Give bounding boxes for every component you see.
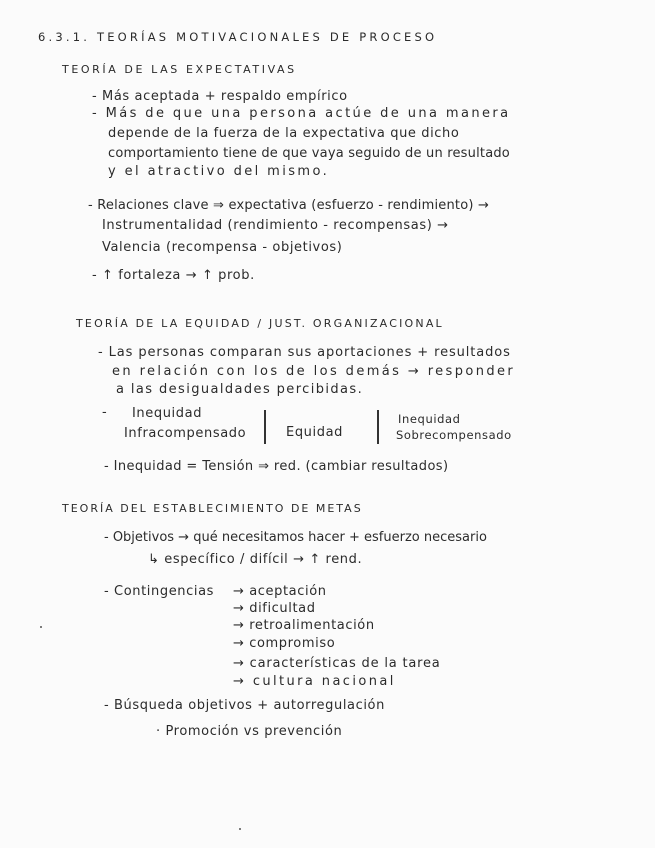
expectativas-line-5: y el atractivo del mismo. xyxy=(108,164,330,179)
expectativas-line-3: depende de la fuerza de la expectativa que dicho xyxy=(108,126,460,141)
equidad-line-3: a las desigualdades percibidas. xyxy=(116,382,364,397)
equidad-line-1: - Las personas comparan sus aportaciones + resultados xyxy=(98,345,511,360)
stray-dot-1 xyxy=(40,626,42,628)
metas-line-2: ↳ específico / difícil → ↑ rend. xyxy=(148,552,363,567)
expectativas-line-8: Valencia (recompensa - objetivos) xyxy=(102,240,343,255)
contingencia-4: → compromiso xyxy=(233,636,336,651)
equidad-line-4: - Inequidad = Tensión ⇒ red. (cambiar resultados) xyxy=(104,459,449,474)
contingencia-3: → retroalimentación xyxy=(233,618,375,633)
equidad-line-2: en relación con los de los demás → responder xyxy=(112,364,516,379)
metas-contingencias: - Contingencias xyxy=(104,584,215,599)
metas-heading: TEORÍA DEL ESTABLECIMIENTO DE METAS xyxy=(62,502,363,515)
equidad-col1-bottom: Infracompensado xyxy=(124,426,247,441)
metas-line-3: - Búsqueda objetivos + autorregulación xyxy=(104,698,385,713)
equidad-col3-bottom: Sobrecompensado xyxy=(396,428,512,442)
expectativas-line-1: - Más aceptada + respaldo empírico xyxy=(92,89,348,104)
page-title: 6.3.1. TEORÍAS MOTIVACIONALES DE PROCESO xyxy=(38,30,438,44)
expectativas-line-4: comportamiento tiene de que vaya seguido de un resultado xyxy=(108,146,510,161)
contingencia-2: → dificultad xyxy=(233,601,316,616)
divider-2 xyxy=(377,410,379,444)
equidad-heading: TEORÍA DE LA EQUIDAD / JUST. ORGANIZACIONAL xyxy=(76,317,444,330)
equidad-dash: - xyxy=(102,405,108,420)
stray-dot-2 xyxy=(239,828,241,830)
expectativas-line-6: - Relaciones clave ⇒ expectativa (esfuerzo - rendimiento) → xyxy=(88,198,490,213)
metas-line-4: · Promoción vs prevención xyxy=(156,724,343,739)
equidad-col3-top: Inequidad xyxy=(398,412,461,426)
contingencia-1: → aceptación xyxy=(233,584,327,599)
divider-1 xyxy=(264,410,266,444)
expectativas-line-2: - Más de que una persona actúe de una manera xyxy=(92,106,511,121)
expectativas-line-9: - ↑ fortaleza → ↑ prob. xyxy=(92,268,255,283)
metas-line-1: - Objetivos → qué necesitamos hacer + esfuerzo necesario xyxy=(104,530,487,545)
contingencia-5: → características de la tarea xyxy=(233,656,441,671)
contingencia-6: → cultura nacional xyxy=(233,674,396,689)
equidad-col2: Equidad xyxy=(286,425,343,440)
expectativas-line-7: Instrumentalidad (rendimiento - recompensas) → xyxy=(102,218,449,233)
equidad-col1-top: Inequidad xyxy=(132,406,203,421)
expectativas-heading: TEORÍA DE LAS EXPECTATIVAS xyxy=(62,63,297,76)
